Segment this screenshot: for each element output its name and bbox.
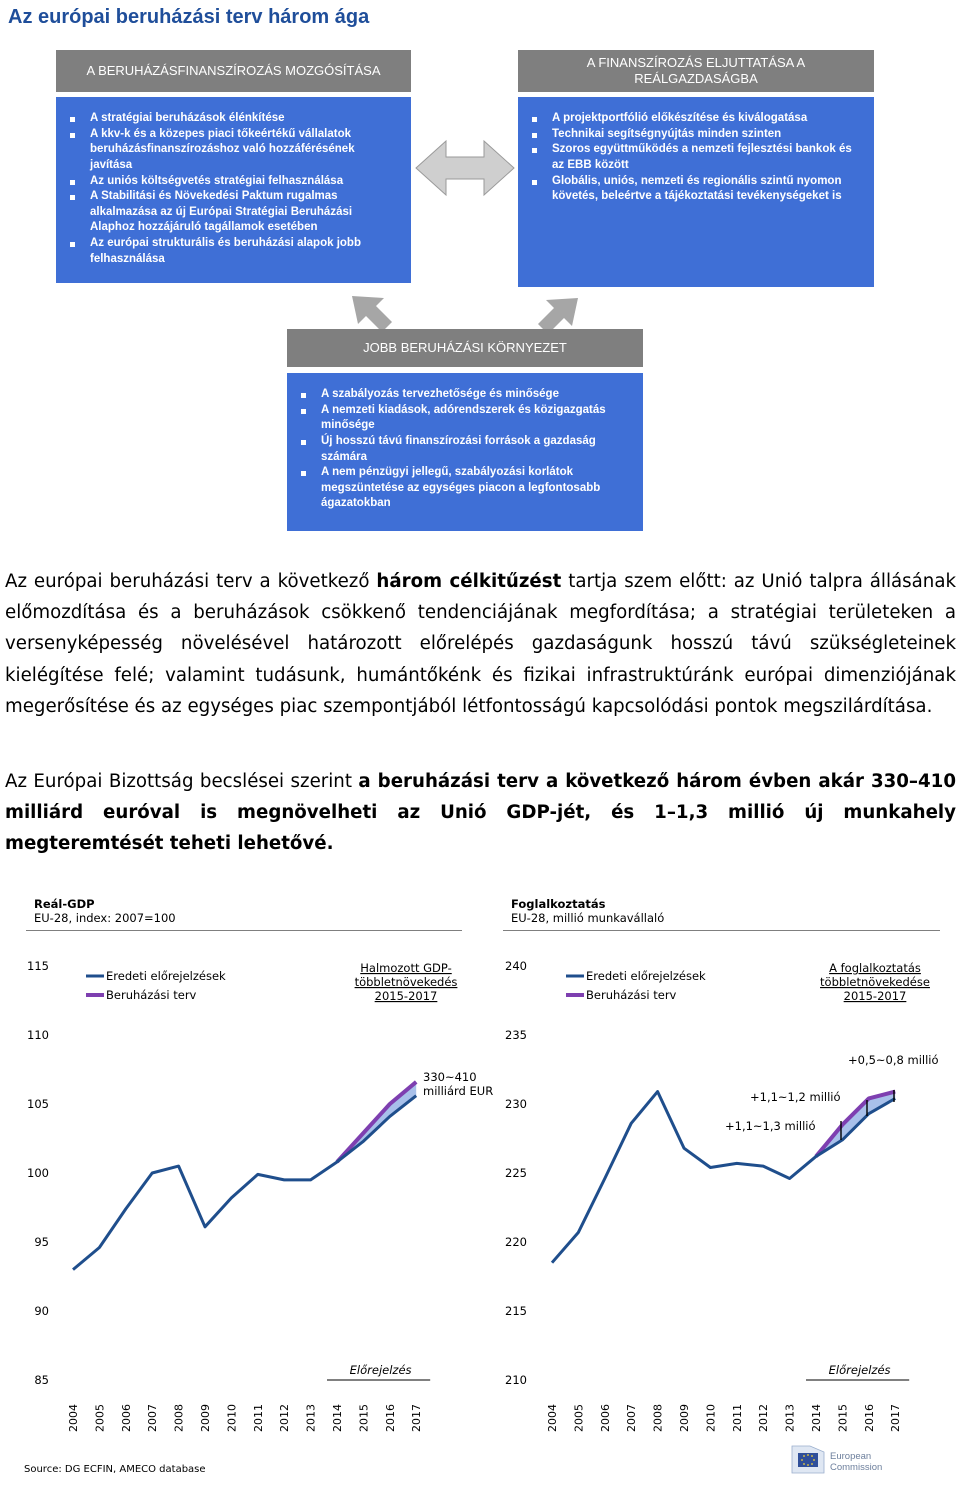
chart-emp [505, 959, 909, 1432]
list-item: Szoros együttműködés a nemzeti fejlesztési bankok és az EBB között [530, 142, 862, 173]
emp-annotations [725, 961, 939, 1140]
bottom-panel-header: JOBB BERUHÁZÁSI KÖRNYEZET [287, 329, 643, 367]
list-item: Globális, uniós, nemzeti és regionális szintű nyomon követés, beleértve a tájékoztatási tevékenységeket is [530, 174, 862, 205]
up-left-arrow-icon [352, 296, 392, 332]
band-title-line: A foglalkoztatás [829, 961, 921, 975]
legend-label-base: Eredeti előrejelzések [106, 969, 226, 983]
x-tick-label: 2014 [331, 1404, 344, 1432]
x-tick-label: 2006 [119, 1404, 133, 1432]
y-tick-label: 215 [505, 1304, 527, 1318]
list-item: A nemzeti kiadások, adórendszerek és közigazgatás minősége [299, 403, 631, 434]
y-tick-label: 230 [505, 1097, 527, 1111]
band-title-line: többletnövekedés [354, 975, 458, 989]
list-item: A szabályozás tervezhetősége és minősége [299, 387, 631, 403]
list-item: A stratégiai beruházások élénkítése [68, 111, 399, 127]
list-item: A projektportfólió előkészítése és kiválogatása [530, 111, 862, 127]
x-tick-label: 2010 [225, 1404, 239, 1432]
bottom-panel-list [299, 387, 631, 512]
x-tick-label: 2009 [678, 1404, 691, 1432]
paragraph-objectives: Az európai beruházási terv a következő három célkitűzést tartja szem előtt: az Unió talpra állásának előmozdítása és a beruházások csökkenő tendenciájának megfordítása; a stratégiai területeken a versenyképesség növelésével határozott előrelépés gazdaságunk hosszú távú szükségleteinek kielégítése felé; valamint tudásunk, humántőkénk és fizikai infrastruktúránk európai dimenziójának megerősítése és az egységes piac szempontjából létfontosságú kapcsolódási pontok megszilárdítása. [5, 571, 956, 717]
list-item: Az uniós költségvetés stratégiai felhasználása [68, 174, 399, 190]
list-item: A kkv-k és a közepes piaci tőkeértékű vállalatok beruházásfinanszírozáshoz való hozzáférésének javítása [68, 127, 399, 174]
legend-label-plan: Beruházási terv [586, 988, 677, 1002]
x-tick-label: 2009 [199, 1404, 212, 1432]
legend-label-plan: Beruházási terv [106, 988, 197, 1002]
x-tick-label: 2016 [862, 1404, 876, 1432]
annotation-ann1: +0,5~0,8 millió [848, 1053, 939, 1067]
forecast-label: Előrejelzés [349, 1363, 412, 1377]
x-tick-label: 2013 [304, 1404, 318, 1432]
series-line-base [73, 1096, 416, 1270]
x-tick-label: 2010 [704, 1404, 718, 1432]
list-item: Új hosszú távú finanszírozási források a gazdaság számára [299, 434, 631, 465]
double-arrow-icon [416, 141, 514, 195]
chart-gdp-title: Reál-GDP [34, 897, 95, 911]
chart-emp-title: Foglalkoztatás [511, 897, 606, 911]
series-line-base [552, 1092, 895, 1263]
chart-gdp-rule [26, 930, 462, 931]
y-tick-label: 85 [34, 1373, 49, 1387]
list-item: A Stabilitási és Növekedési Paktum rugalmas alkalmazása az új Európai Stratégiai Beruházási Alaphoz hozzájáruló tagállamok esetében [68, 189, 399, 236]
y-tick-label: 100 [27, 1166, 49, 1180]
x-tick-label: 2005 [93, 1404, 107, 1432]
bottom-panel-box [287, 373, 643, 531]
logo-line1: European [830, 1451, 872, 1462]
x-tick-label: 2017 [889, 1404, 903, 1432]
y-tick-label: 220 [505, 1235, 527, 1249]
y-tick-label: 115 [27, 959, 49, 973]
x-tick-label: 2017 [410, 1404, 424, 1432]
y-tick-label: 90 [34, 1304, 49, 1318]
x-tick-label: 2015 [357, 1404, 371, 1432]
forecast-label: Előrejelzés [828, 1363, 891, 1377]
y-tick-label: 225 [505, 1166, 527, 1180]
x-tick-label: 2007 [625, 1404, 639, 1432]
arrows-graphic [0, 0, 960, 340]
x-tick-label: 2004 [67, 1404, 80, 1432]
band-title-line: többletnövekedése [820, 975, 930, 989]
chart-gdp [27, 959, 430, 1432]
x-tick-label: 2005 [572, 1404, 586, 1432]
chart-emp-rule [503, 930, 940, 931]
ec-logo-icon [792, 1446, 824, 1473]
chart-emp-subtitle: EU-28, millió munkavállaló [511, 911, 665, 926]
paragraph-estimate: Az Európai Bizottság becslései szerint a beruházási terv a következő három évben akár 330–410 milliárd euróval is megnövelheti az Unió GDP-jét, és 1–1,3 millió új munkahely megteremtését teheti lehetővé. [5, 771, 956, 855]
x-tick-label: 2011 [730, 1404, 744, 1432]
x-tick-label: 2012 [278, 1404, 292, 1432]
band-title-line: Halmozott GDP- [360, 961, 452, 975]
right-panel-header: A FINANSZÍROZÁS ELJUTTATÁSA A REÁLGAZDASÁGBA [518, 50, 874, 92]
x-tick-label: 2008 [172, 1404, 186, 1432]
band-title-line: 2015-2017 [843, 989, 907, 1003]
x-tick-label: 2013 [783, 1404, 797, 1432]
x-tick-label: 2008 [651, 1404, 665, 1432]
y-tick-label: 110 [27, 1028, 49, 1042]
y-tick-label: 235 [505, 1028, 527, 1042]
logo-line2: Commission [830, 1462, 883, 1473]
y-tick-label: 95 [34, 1235, 49, 1249]
gdp-annotations [355, 961, 494, 1098]
left-panel-header: A BERUHÁZÁSFINANSZÍROZÁS MOZGÓSÍTÁSA [56, 50, 411, 92]
x-tick-label: 2012 [757, 1404, 771, 1432]
x-tick-label: 2006 [598, 1404, 612, 1432]
legend-label-base: Eredeti előrejelzések [586, 969, 706, 983]
x-tick-label: 2004 [546, 1404, 559, 1432]
y-tick-label: 240 [505, 959, 527, 973]
x-tick-label: 2016 [383, 1404, 397, 1432]
list-item: A nem pénzügyi jellegű, szabályozási korlátok megszüntetése az egységes piacon a legfontosabb ágazatokban [299, 465, 631, 512]
list-item: Az európai strukturális és beruházási alapok jobb felhasználása [68, 236, 399, 267]
chart-gdp-title-block [34, 897, 176, 926]
x-tick-label: 2015 [836, 1404, 850, 1432]
x-tick-label: 2014 [810, 1404, 823, 1432]
y-tick-label: 105 [27, 1097, 49, 1111]
source-note: Source: DG ECFIN, AMECO database [24, 1464, 206, 1475]
x-tick-label: 2007 [146, 1404, 160, 1432]
band-value-line: milliárd EUR [423, 1084, 494, 1098]
chart-emp-title-block [511, 897, 664, 926]
chart-gdp-subtitle: EU-28, index: 2007=100 [34, 911, 176, 926]
annotation-ann3: +1,1~1,3 millió [725, 1119, 816, 1133]
european-commission-logo [790, 1443, 910, 1477]
y-tick-label: 210 [505, 1373, 527, 1387]
x-tick-label: 2011 [251, 1404, 265, 1432]
band-value-line: 330~410 [423, 1070, 477, 1084]
charts-svg [0, 940, 960, 1455]
page-title: Az európai beruházási terv három ága [8, 6, 370, 28]
annotation-ann2: +1,1~1,2 millió [750, 1090, 841, 1104]
list-item: Technikai segítségnyújtás minden szinten [530, 127, 862, 143]
band-title-line: 2015-2017 [374, 989, 438, 1003]
